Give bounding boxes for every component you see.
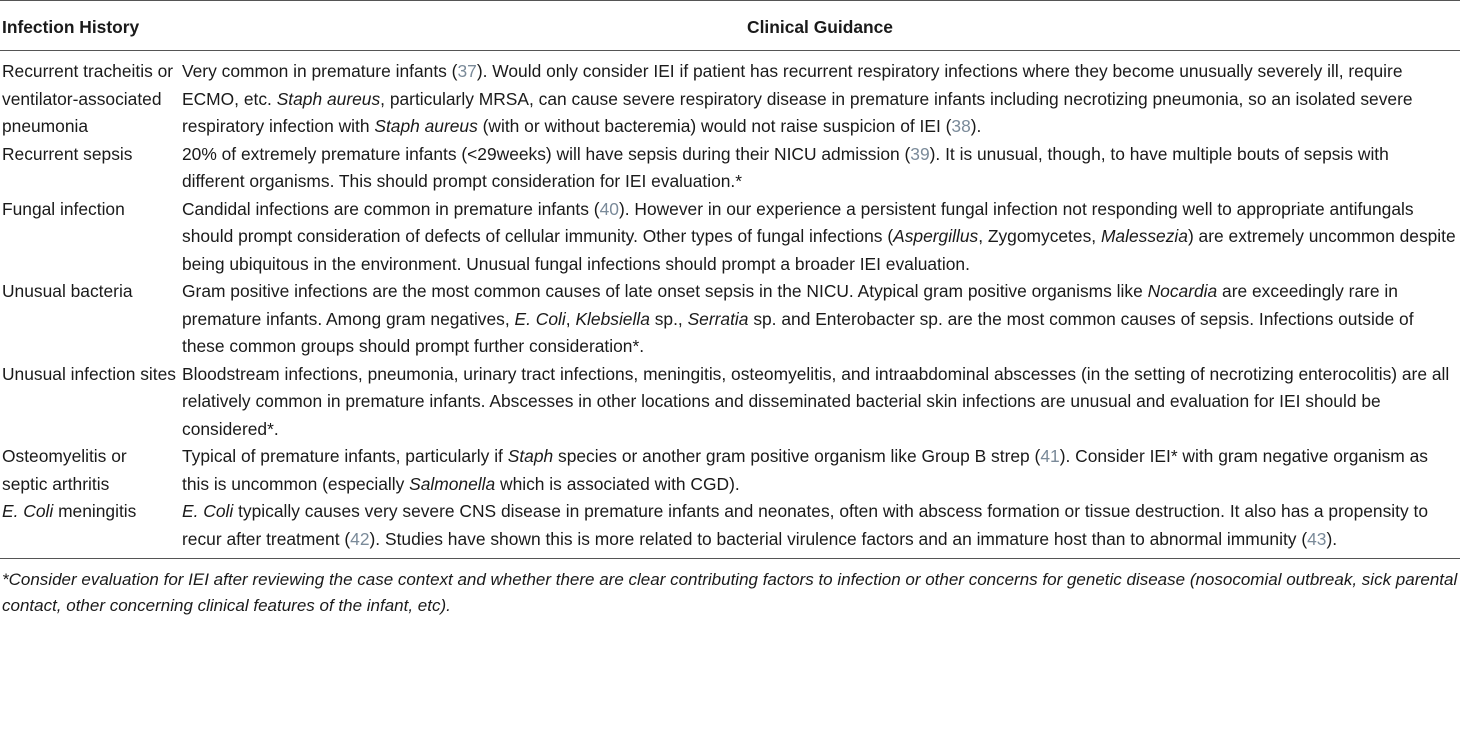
table-footnote: *Consider evaluation for IEI after reviewing the case context and whether there are clear contributing factors to infection or other concerns for genetic disease (nosocomial outbreak, sick parental contact, other concerning clinical features of the infant, etc). xyxy=(2,570,1458,615)
organism-name: E. Coli xyxy=(514,308,566,329)
reference-link[interactable]: 42 xyxy=(350,528,370,549)
infection-history-text: Recurrent tracheitis or ventilator-associated pneumonia xyxy=(2,61,174,136)
guidance-text: are exceedingly rare in premature infants. Among gram negatives, xyxy=(182,281,1398,329)
organism-name: Staph xyxy=(507,446,554,466)
clinical-guidance-cell xyxy=(180,278,1460,361)
clinical-guidance-cell xyxy=(180,361,1460,444)
infection-history-text: Unusual bacteria xyxy=(2,281,133,301)
infection-history-text: E. Coli xyxy=(2,501,54,521)
guidance-text: which is associated with CGD). xyxy=(495,473,740,494)
clinical-guidance-cell xyxy=(180,141,1460,196)
guidance-text: sp., xyxy=(649,308,688,329)
reference-link[interactable]: 39 xyxy=(910,143,930,164)
table-body xyxy=(0,51,1460,559)
reference-link[interactable]: 38 xyxy=(951,116,971,136)
guidance-text: ). However in our experience a persistent fungal infection not responding well to appropriate antifungals should prompt consideration of defects of cellular immunity. Other types of fungal infections ( xyxy=(182,198,1414,246)
guidance-text: ). Studies have shown this is more related to bacterial virulence factors and an immature host than to abnormal immunity ( xyxy=(369,528,1308,549)
organism-name: Staph aureus xyxy=(374,116,478,136)
infection-history-text: Recurrent sepsis xyxy=(2,143,133,164)
infection-history-text: Osteomyelitis or septic arthritis xyxy=(2,446,127,494)
guidance-text: ). It is unusual, though, to have multiple bouts of sepsis with different organisms. This should prompt consideration for IEI evaluation.* xyxy=(182,143,1389,191)
organism-name: Aspergillus xyxy=(893,226,979,246)
infection-history-text: Fungal infection xyxy=(2,198,125,219)
clinical-guidance-cell xyxy=(180,498,1460,559)
organism-name: E. Coli xyxy=(182,501,234,521)
reference-link[interactable]: 40 xyxy=(599,198,619,219)
guidance-text: , Zygomycetes, xyxy=(978,226,1101,246)
clinical-guidance-cell xyxy=(180,51,1460,141)
table-header-row xyxy=(0,1,1460,51)
guidance-text: species or another gram positive organism like Group B strep ( xyxy=(553,446,1041,466)
clinical-guidance-cell xyxy=(180,443,1460,498)
guidance-text: , xyxy=(565,308,576,329)
table-row xyxy=(0,498,1460,559)
guidance-text: , particularly MRSA, can cause severe respiratory disease in premature infants including necrotizing pneumonia, so an isolated severe respiratory infection with xyxy=(182,88,1413,136)
infection-history-text: Unusual infection sites xyxy=(2,363,176,384)
infection-history-cell xyxy=(0,196,180,279)
infection-history-cell xyxy=(0,443,180,498)
table-row xyxy=(0,51,1460,141)
guidance-text: Candidal infections are common in premature infants ( xyxy=(182,198,600,219)
infection-history-cell xyxy=(0,278,180,361)
header-infection-history: Infection History xyxy=(0,1,180,51)
guidance-text: Gram positive infections are the most common causes of late onset sepsis in the NICU. Atypical gram positive organisms like xyxy=(182,281,1148,301)
guidance-text: ). xyxy=(970,116,982,136)
guidance-text: ) are extremely uncommon despite being ubiquitous in the environment. Unusual fungal infections should prompt a broader IEI evaluation. xyxy=(182,226,1456,274)
header-clinical-guidance: Clinical Guidance xyxy=(180,1,1460,51)
reference-link[interactable]: 37 xyxy=(457,61,477,81)
infection-history-cell xyxy=(0,141,180,196)
guidance-text: typically causes very severe CNS disease in premature infants and neonates, often with abscess formation or tissue destruction. It also has a propensity to recur after treatment ( xyxy=(182,501,1429,549)
organism-name: Klebsiella xyxy=(575,308,650,329)
infection-history-cell xyxy=(0,498,180,559)
table-row xyxy=(0,196,1460,279)
guidance-text: Very common in premature infants ( xyxy=(182,61,458,81)
guidance-text: sp. and Enterobacter sp. are the most common causes of sepsis. Infections outside of these common groups should prompt further consideration*. xyxy=(182,308,1414,356)
guidance-text: ). Consider IEI* with gram negative organism as this is uncommon (especially xyxy=(182,446,1428,494)
infection-history-cell xyxy=(0,361,180,444)
guidance-text: Bloodstream infections, pneumonia, urinary tract infections, meningitis, osteomyelitis, and intraabdominal abscesses (in the setting of necrotizing enterocolitis) are all relatively common in premature infants. Abscesses in other locations and disseminated bacterial skin infections are unusual and evaluation for IEI should be considered*. xyxy=(182,363,1450,439)
guidance-text: ). Would only consider IEI if patient has recurrent respiratory infections where they become unusually severely ill, require ECMO, etc. xyxy=(182,61,1403,109)
table-row xyxy=(0,141,1460,196)
guidance-text: (with or without bacteremia) would not raise suspicion of IEI ( xyxy=(477,116,952,136)
table-row xyxy=(0,278,1460,361)
infection-history-cell xyxy=(0,51,180,141)
infection-history-text: meningitis xyxy=(53,501,137,521)
organism-name: Serratia xyxy=(687,308,749,329)
guidance-text: Typical of premature infants, particularly if xyxy=(182,446,508,466)
reference-link[interactable]: 41 xyxy=(1040,446,1060,466)
table-row xyxy=(0,361,1460,444)
organism-name: Nocardia xyxy=(1147,281,1218,301)
reference-link[interactable]: 43 xyxy=(1307,528,1327,549)
clinical-guidance-cell xyxy=(180,196,1460,279)
table-row xyxy=(0,443,1460,498)
guidance-text: ). xyxy=(1326,528,1338,549)
organism-name: Staph aureus xyxy=(276,88,381,109)
organism-name: Malessezia xyxy=(1100,226,1188,246)
guidance-text: 20% of extremely premature infants (<29weeks) will have sepsis during their NICU admission ( xyxy=(182,143,911,164)
organism-name: Salmonella xyxy=(409,473,496,494)
